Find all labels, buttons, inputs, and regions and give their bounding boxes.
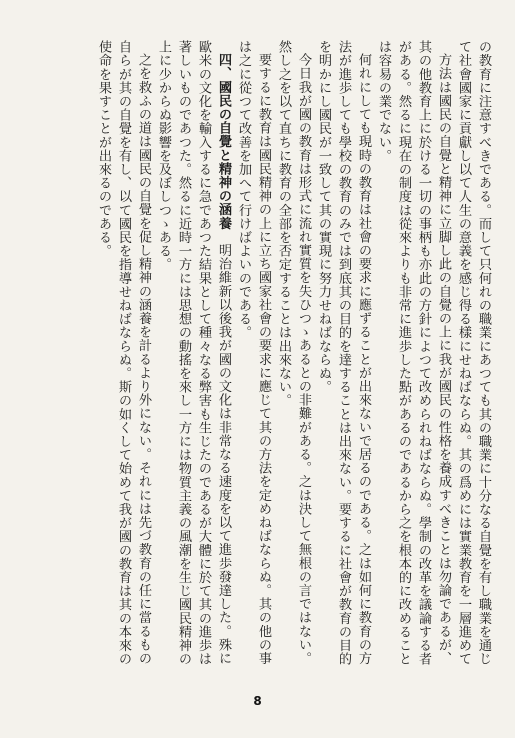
paragraph-5: 要するに教育は國民精神の上に立ち國家社會の要求に應じて其の方法を定めねばならぬ。其の他の事は之に從つて改善を加へて行けばよいのである。 (236, 40, 271, 666)
section-heading: 四、國民の自覺と精神の涵養 (216, 53, 231, 230)
closing-paragraph: 之を救ふの道は國民の自覺を促し精神の涵養を計るより外にない。それには先づ教育の任に當るもの自らが其の自覺を有し、以て國民を指導せねばならぬ。斯の如くして始めて我が國の教育は其の本來の使命を果すことが出來るのである。 (96, 40, 151, 666)
section-body-text: 明治維新以後我が國の文化は非常なる速度を以て進歩發達した。殊に歐米の文化を輸入するに急であつた結果として種々なる弊害も生じたのであるが大體に於て其の進歩は著しいものであつた。然るに近時一方には思想の動搖を來し一方には物質主義の風潮を生じ國民精神の上に少からぬ影響を及ぼしつゝある。 (156, 40, 231, 666)
section-paragraph (153, 40, 233, 672)
paragraph-1: の教育に注意すべきである。而して只何れの職業にあつても其の職業に十分なる自覺を有し職業を通じて社會國家に貢獻し以て人生の意義を感じ得る樣にせねばならぬ。其の爲めには實業教育を一層進めて (456, 40, 491, 666)
vertical-text-body (15, 40, 493, 672)
page-number: 8 (253, 694, 262, 708)
paragraph-4: 今日我が國の教育は形式に流れ實質を失ひつゝあるとの非難がある。之は決して無根の言ではない。然し之を以て直ちに教育の全部を否定することは出來ない。 (276, 40, 311, 666)
paragraph-3: 何れにしても現時の教育は社會の要求に應ずることが出來ないで居るのである。之は如何に教育の方法が進歩しても學校の教育のみでは到底其の目的を達することは出來ない。要するに社會が教育の目的を明かにし國民が一致して其の實現に努力せねばならぬ。 (316, 40, 371, 666)
paragraph-2: 方法は國民の自覺と精神に立脚し此の自覺の上に我が國民の性格を養成すべきことは勿論であるが、其の他教育上に於ける一切の事柄も亦此の方針によつて改められねばならぬ。學制の改革を議論する者がある。然るに現在の制度は從來よりも非常に進歩した點があるのであるから之を根本的に改めることは容易の業でない。 (376, 40, 451, 666)
